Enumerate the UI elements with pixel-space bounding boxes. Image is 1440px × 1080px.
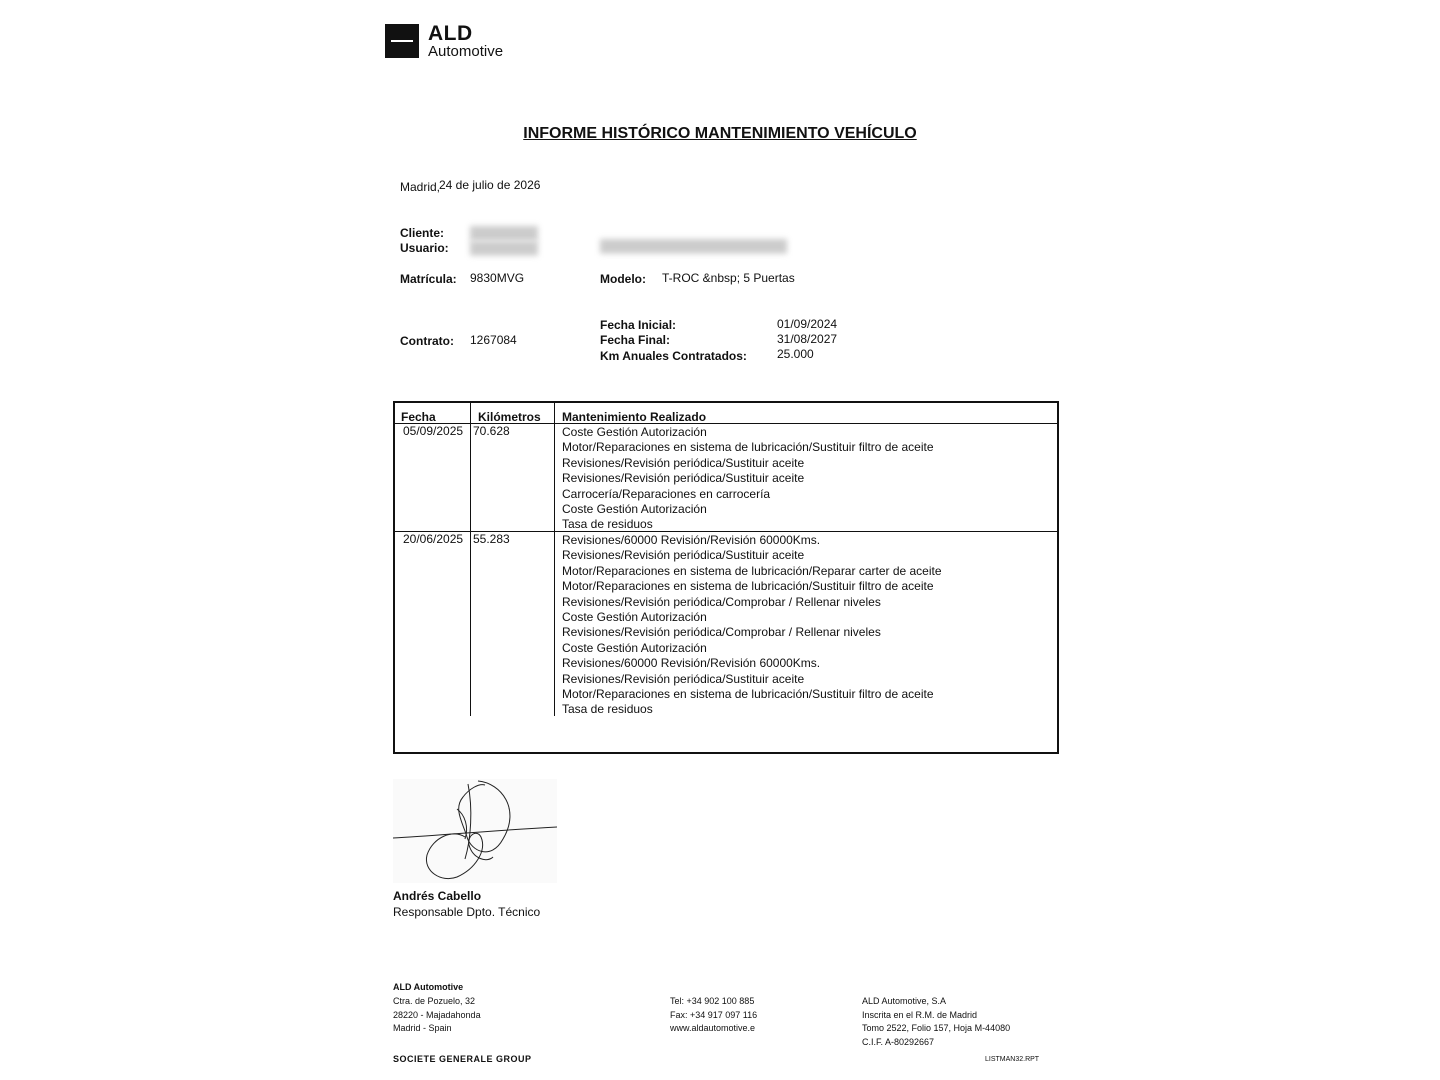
footer-group: SOCIETE GENERALE GROUP: [393, 1054, 532, 1064]
contact-line: Tel: +34 902 100 885: [670, 996, 755, 1006]
fecha-final-label: Fecha Final:: [600, 333, 671, 347]
address-line: Madrid - Spain: [393, 1023, 452, 1033]
maintenance-item: Revisiones/Revisión periódica/Sustituir aceite: [562, 471, 805, 486]
maintenance-item: Motor/Reparaciones en sistema de lubricación/Reparar carter de aceite: [562, 563, 942, 578]
footer-company: ALD Automotive: [393, 982, 464, 992]
row-2-items: [562, 533, 942, 718]
row-2-fecha: 20/06/2025: [403, 532, 464, 546]
header-kilometros: Kilómetros: [478, 410, 541, 424]
contact-line: Fax: +34 917 097 116: [670, 1009, 758, 1020]
usuario-extra-redacted: ██████████████████████: [600, 239, 788, 253]
footer-address: [393, 995, 481, 1036]
document-title: INFORME HISTÓRICO MANTENIMIENTO VEHÍCULO: [523, 125, 917, 142]
maintenance-item: Revisiones/Revisión periódica/Sustituir aceite: [562, 455, 805, 470]
maintenance-item: Coste Gestión Autorización: [562, 640, 707, 655]
usuario-value-redacted: ████████: [470, 241, 539, 255]
fecha-final-value: 31/08/2027: [777, 332, 838, 346]
legal-line: Tomo 2522, Folio 157, Hoja M-44080: [862, 1023, 1011, 1033]
maintenance-item: Tasa de residuos: [562, 517, 653, 532]
maintenance-item: Motor/Reparaciones en sistema de lubricación/Sustituir filtro de aceite: [562, 440, 934, 455]
maintenance-item: Revisiones/60000 Revisión/Revisión 60000Kms.: [562, 656, 821, 671]
maintenance-item: Revisiones/Revisión periódica/Sustituir aceite: [562, 671, 805, 686]
modelo-value: T-ROC &nbsp; 5 Puertas: [662, 271, 795, 285]
legal-line: C.I.F. A-80292667: [862, 1036, 935, 1047]
row-1-km: 70.628: [473, 424, 510, 438]
maintenance-item: Revisiones/Revisión periódica/Comprobar / Rellenar niveles: [562, 594, 881, 609]
contrato-label: Contrato:: [400, 334, 454, 348]
signer-name: Andrés Cabello: [393, 889, 482, 903]
address-line: Ctra. de Pozuelo, 32: [393, 996, 476, 1006]
km-anuales-label: Km Anuales Contratados:: [600, 349, 747, 363]
footer-legal: [862, 995, 1010, 1049]
signature-scribble: [393, 779, 557, 883]
logo-mark: [385, 24, 419, 58]
report-code: LISTMAN32.RPT: [985, 1056, 1040, 1063]
address-line: 28220 - Majadahonda: [393, 1009, 481, 1020]
fecha-inicial-label: Fecha Inicial:: [600, 318, 677, 332]
maintenance-item: Revisiones/60000 Revisión/Revisión 60000Kms.: [562, 533, 821, 547]
matricula-value: 9830MVG: [470, 271, 525, 285]
maintenance-item: Coste Gestión Autorización: [562, 502, 707, 517]
footer-contact: [670, 995, 757, 1036]
signature-image: [393, 779, 557, 883]
row-2-km: 55.283: [473, 532, 510, 546]
header-mantenimiento: Mantenimiento Realizado: [562, 410, 707, 424]
maintenance-item: Revisiones/Revisión periódica/Comprobar / Rellenar niveles: [562, 625, 881, 640]
cliente-value-redacted: ████████: [470, 226, 539, 240]
maintenance-item: Carrocería/Reparaciones en carrocería: [562, 486, 771, 501]
contact-line: www.aldautomotive.e: [670, 1023, 756, 1033]
logo-line-2: Automotive: [428, 43, 504, 60]
maintenance-item: Motor/Reparaciones en sistema de lubricación/Sustituir filtro de aceite: [562, 687, 934, 702]
signer-role: Responsable Dpto. Técnico: [393, 905, 541, 919]
header-fecha: Fecha: [401, 410, 436, 424]
maintenance-item: Revisiones/Revisión periódica/Sustituir aceite: [562, 548, 805, 563]
maintenance-item: Tasa de residuos: [562, 702, 653, 717]
cliente-label: Cliente:: [400, 226, 445, 240]
maintenance-table: [393, 401, 1059, 754]
maintenance-item: Coste Gestión Autorización: [562, 425, 707, 439]
company-logo: [385, 22, 515, 60]
row-1-items: [562, 425, 934, 533]
row-1-fecha: 05/09/2025: [403, 424, 464, 438]
logo-line-1: ALD: [428, 22, 473, 45]
fecha-inicial-value: 01/09/2024: [777, 317, 838, 331]
maintenance-item: Coste Gestión Autorización: [562, 610, 707, 625]
column-divider: [470, 403, 471, 716]
place: Madrid,: [400, 180, 441, 194]
column-divider: [554, 403, 555, 716]
maintenance-item: Motor/Reparaciones en sistema de lubricación/Sustituir filtro de aceite: [562, 579, 934, 594]
legal-line: ALD Automotive, S.A: [862, 996, 947, 1006]
matricula-label: Matrícula:: [400, 272, 457, 286]
km-anuales-value: 25.000: [777, 347, 814, 361]
legal-line: Inscrita en el R.M. de Madrid: [862, 1009, 978, 1020]
usuario-label: Usuario:: [400, 241, 449, 255]
contrato-value: 1267084: [470, 333, 517, 347]
modelo-label: Modelo:: [600, 272, 646, 286]
document-date: 24 de julio de 2026: [439, 178, 541, 192]
